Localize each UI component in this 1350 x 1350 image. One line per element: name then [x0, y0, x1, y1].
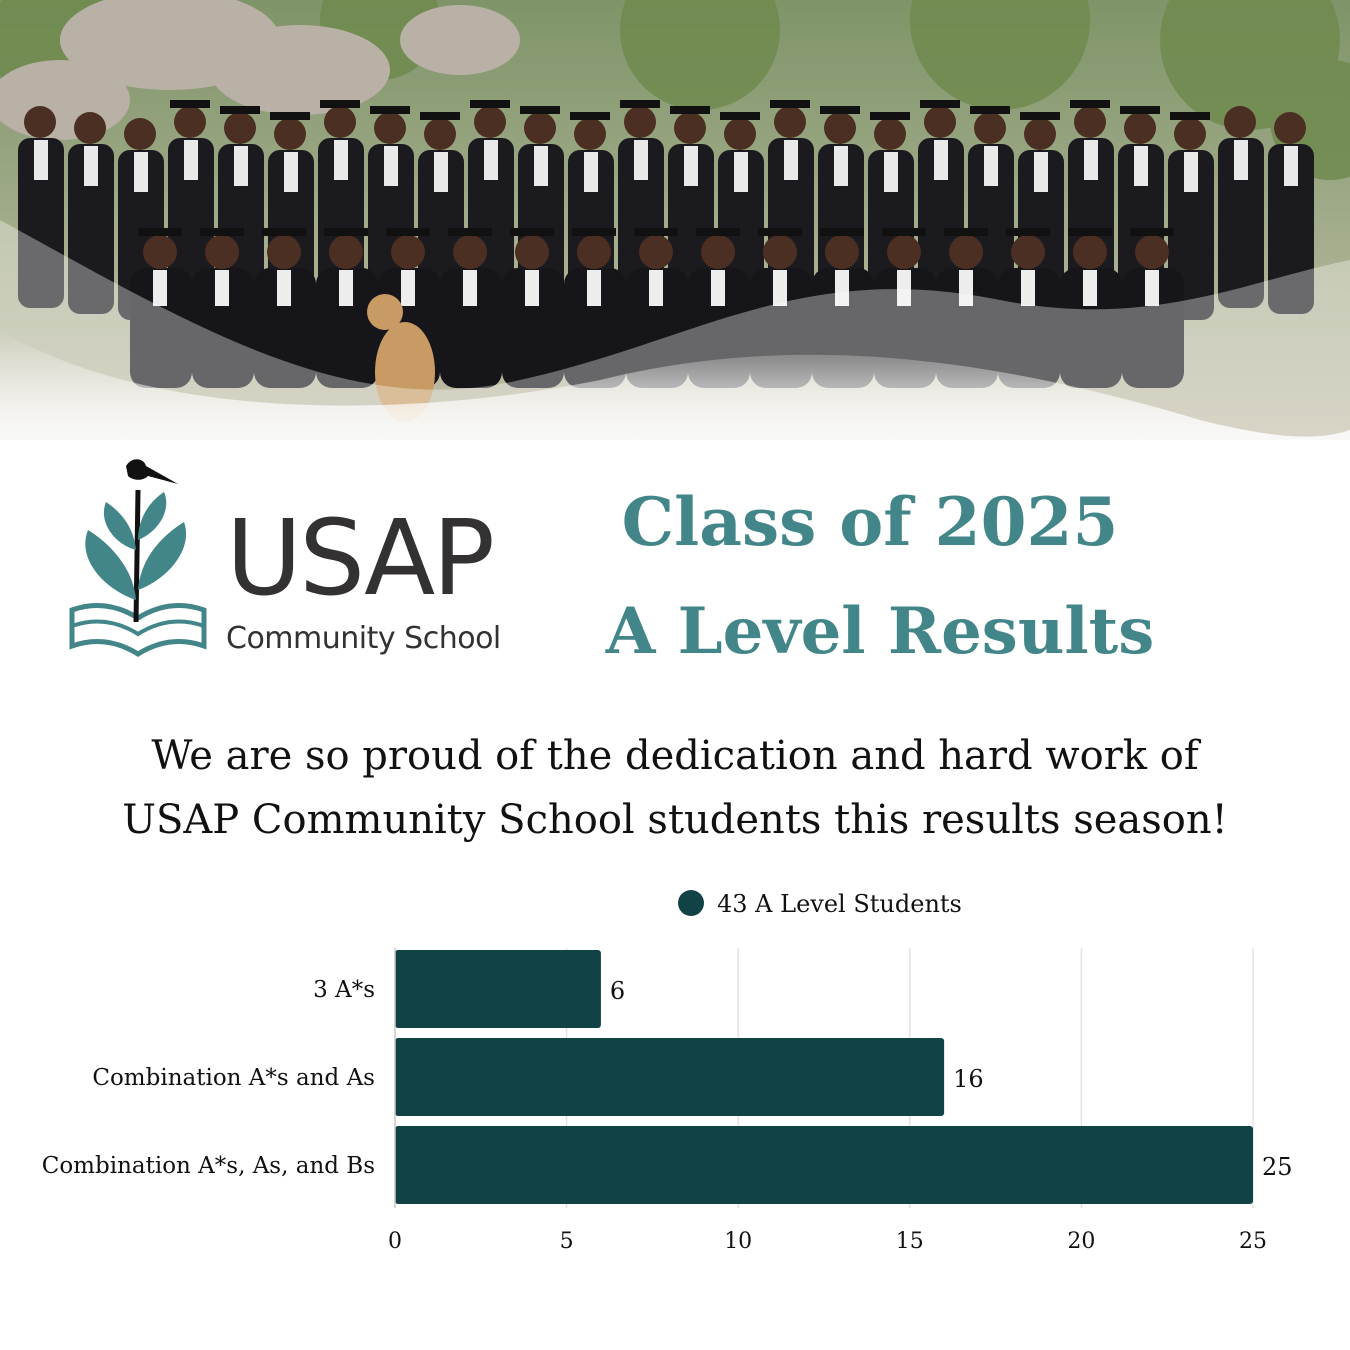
x-tick-label: 15	[895, 1229, 924, 1254]
bar-value-label: 16	[953, 1065, 984, 1093]
category-label: Combination A*s, As, and Bs	[41, 1153, 375, 1179]
x-tick-label: 5	[559, 1229, 574, 1254]
x-tick-label: 20	[1067, 1229, 1096, 1254]
bar-value-label: 25	[1262, 1153, 1293, 1181]
page-title-line2: A Level Results	[605, 594, 1155, 669]
bar-value-label: 6	[609, 977, 626, 1005]
legend-label: 43 A Level Students	[717, 890, 962, 918]
tagline-line2: USAP Community School students this results season!	[122, 797, 1228, 843]
graduation-group-photo-icon	[0, 0, 1350, 470]
bar	[395, 1126, 1253, 1204]
x-tick-label: 10	[724, 1229, 753, 1254]
x-tick-label: 0	[388, 1229, 402, 1254]
bar	[395, 950, 601, 1028]
page-title-line1: Class of 2025	[621, 483, 1119, 561]
category-label: 3 A*s	[313, 977, 375, 1003]
tagline-line1: We are so proud of the dedication and hard work of	[151, 733, 1199, 779]
legend-marker	[678, 890, 704, 916]
results-bar-chart	[0, 870, 1350, 1270]
x-tick-label: 25	[1239, 1229, 1267, 1254]
brand-subtitle: Community School	[226, 621, 501, 656]
category-label: Combination A*s and As	[92, 1065, 375, 1091]
bar	[395, 1038, 944, 1116]
brand-name: USAP	[226, 497, 492, 619]
header-photo	[0, 0, 1350, 470]
tagline	[0, 724, 1350, 852]
